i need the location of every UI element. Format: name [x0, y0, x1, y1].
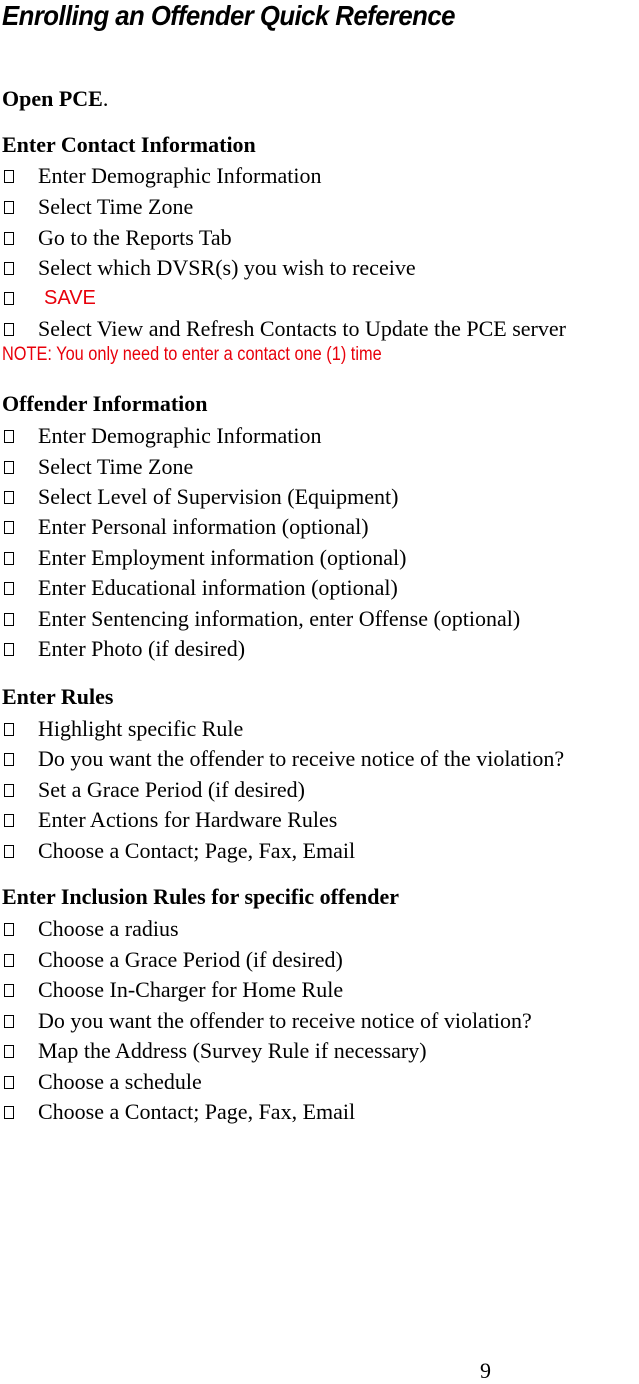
open-pce-line — [2, 86, 108, 112]
save-label: SAVE — [44, 287, 96, 309]
checkbox-icon — [4, 814, 14, 827]
contact-note: NOTE: You only need to enter a contact one (1) time — [2, 344, 382, 365]
list-item-label: Select Time Zone — [38, 194, 194, 219]
list-item-label: Do you want the offender to receive notice of violation? — [38, 1008, 532, 1033]
checkbox-icon — [4, 323, 14, 336]
list-item-label: Highlight specific Rule — [38, 716, 244, 741]
list-item-label: Select Level of Supervision (Equipment) — [38, 484, 399, 509]
list-item-label: Map the Address (Survey Rule if necessary) — [38, 1038, 427, 1063]
list-item-label: Enter Demographic Information — [38, 163, 322, 188]
checkbox-icon — [4, 723, 14, 736]
list-item-label: Enter Educational information (optional) — [38, 575, 398, 600]
list-item-label: Choose a Grace Period (if desired) — [38, 947, 343, 972]
list-item-label: Enter Employment information (optional) — [38, 545, 407, 570]
list-item-label: Select which DVSR(s) you wish to receive — [38, 255, 416, 280]
checkbox-icon — [4, 521, 14, 534]
open-pce-label: Open PCE — [2, 86, 103, 111]
section-heading-rules: Enter Rules — [2, 684, 114, 709]
list-item-label: Select View and Refresh Contacts to Update the PCE server — [38, 316, 566, 341]
page-number: 9 — [480, 1358, 491, 1383]
checkbox-icon — [4, 582, 14, 595]
list-item-label: Enter Photo (if desired) — [38, 636, 246, 661]
list-item-label: Choose a radius — [38, 916, 179, 941]
page-title: Enrolling an Offender Quick Reference — [2, 0, 455, 31]
checkbox-icon — [4, 491, 14, 504]
list-item-label: Choose a Contact; Page, Fax, Email — [38, 1099, 356, 1124]
checkbox-icon — [4, 784, 14, 797]
checkbox-icon — [4, 1106, 14, 1119]
open-pce-period: . — [102, 86, 109, 111]
list-item-label: Choose a schedule — [38, 1069, 202, 1094]
list-item-label: Go to the Reports Tab — [38, 225, 232, 250]
checkbox-icon — [4, 292, 14, 305]
list-item-label: Choose a Contact; Page, Fax, Email — [38, 838, 356, 863]
checkbox-icon — [4, 954, 14, 967]
list-item-label: Choose In-Charger for Home Rule — [38, 977, 344, 1002]
list-item-label: Enter Actions for Hardware Rules — [38, 807, 338, 832]
section-heading-inclusion-rules: Enter Inclusion Rules for specific offender — [2, 884, 399, 909]
checkbox-icon — [4, 1045, 14, 1058]
checkbox-icon — [4, 753, 14, 766]
checkbox-icon — [4, 845, 14, 858]
list-item-label: Enter Personal information (optional) — [38, 514, 369, 539]
checkbox-icon — [4, 1076, 14, 1089]
list-item-label: Enter Demographic Information — [38, 423, 322, 448]
checkbox-icon — [4, 461, 14, 474]
checkbox-icon — [4, 201, 14, 214]
checkbox-icon — [4, 613, 14, 626]
section-heading-contact: Enter Contact Information — [2, 132, 256, 157]
checkbox-icon — [4, 1015, 14, 1028]
checkbox-icon — [4, 170, 14, 183]
list-item-label: Enter Sentencing information, enter Offense (optional) — [38, 606, 521, 631]
section-heading-offender: Offender Information — [2, 391, 208, 416]
list-item-label: Set a Grace Period (if desired) — [38, 777, 305, 802]
checkbox-icon — [4, 232, 14, 245]
checkbox-icon — [4, 430, 14, 443]
list-item-label: Do you want the offender to receive notice of the violation? — [38, 746, 565, 771]
checkbox-icon — [4, 643, 14, 656]
checkbox-icon — [4, 923, 14, 936]
checkbox-icon — [4, 262, 14, 275]
list-item-label: Select Time Zone — [38, 454, 194, 479]
checkbox-icon — [4, 984, 14, 997]
checkbox-icon — [4, 552, 14, 565]
